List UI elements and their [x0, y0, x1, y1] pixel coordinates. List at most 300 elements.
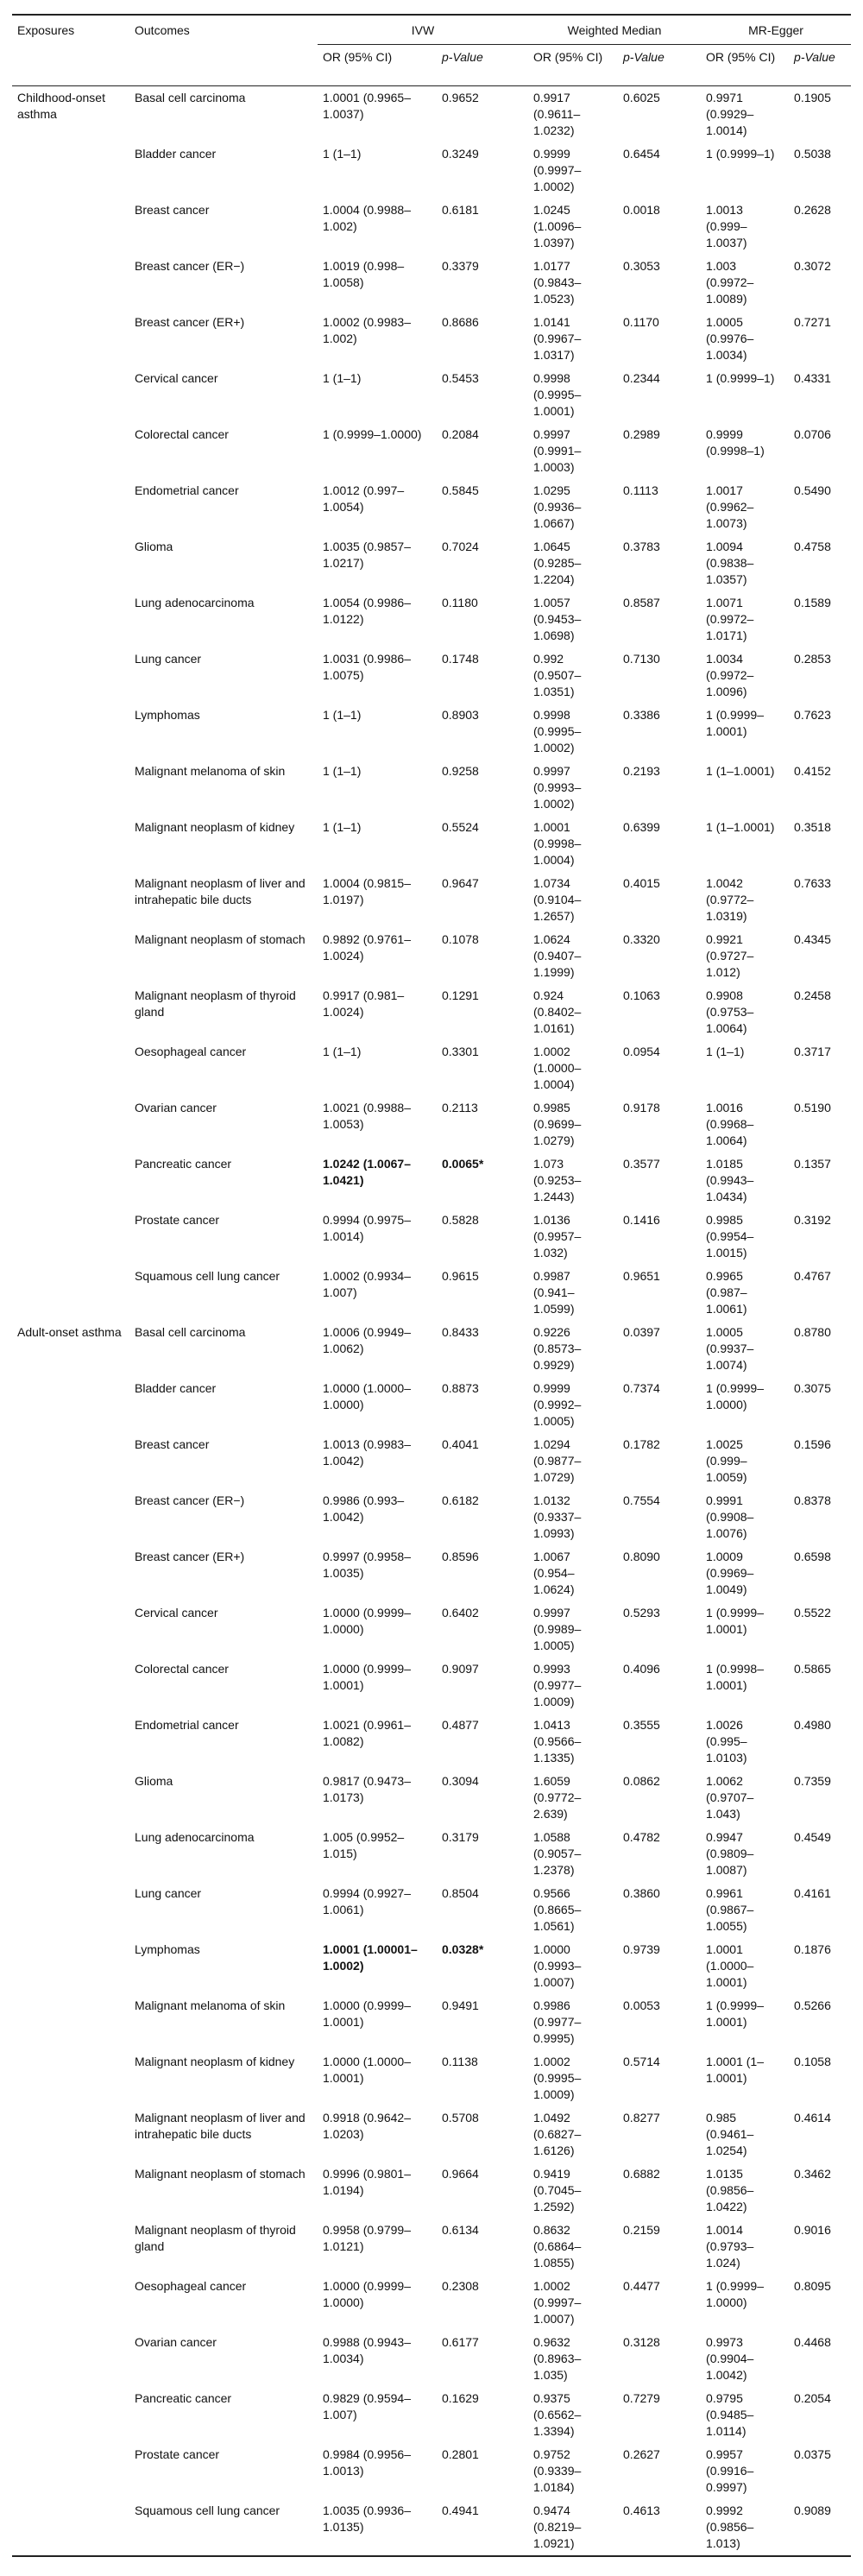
cell-ivw-or: 1.0000 (0.9999–1.0001): [323, 1998, 411, 2029]
cell-wm-or: 1.0588 (0.9057–1.2378): [533, 1830, 582, 1877]
cell-ivw-or: 1 (1–1): [323, 764, 362, 778]
cell-egger-p: 0.1058: [794, 2055, 831, 2068]
cell-wm-p: 0.0018: [623, 203, 660, 217]
cell-egger-p: 0.0706: [794, 427, 831, 441]
cell-egger-p: 0.1905: [794, 91, 831, 104]
table-row: [12, 423, 851, 479]
cell-wm-or: 0.9987 (0.941–1.0599): [533, 1269, 575, 1316]
cell-egger-p: 0.4345: [794, 932, 831, 946]
col-header-outcomes: Outcomes: [135, 23, 190, 37]
cell-wm-p: 0.7130: [623, 652, 660, 666]
table-row: [12, 647, 851, 704]
cell-ivw-or: 1.0013 (0.9983–1.0042): [323, 1437, 411, 1468]
outcome-cell: Malignant melanoma of skin: [135, 764, 286, 778]
table-row: [12, 2387, 851, 2443]
table-row: [12, 535, 851, 591]
cell-ivw-or: 1.0004 (0.9815–1.0197): [323, 876, 411, 906]
table-row: [12, 1489, 851, 1545]
cell-ivw-or: 0.9984 (0.9956–1.0013): [323, 2447, 411, 2478]
cell-egger-p: 0.2458: [794, 988, 831, 1002]
table-row: [12, 2106, 851, 2162]
cell-ivw-or: 1.0002 (0.9934–1.007): [323, 1269, 411, 1299]
cell-egger-p: 0.3192: [794, 1213, 831, 1227]
outcome-cell: Malignant neoplasm of stomach: [135, 2167, 306, 2181]
cell-egger-or: 0.9991 (0.9908–1.0076): [706, 1493, 754, 1540]
cell-wm-p: 0.8090: [623, 1550, 660, 1563]
cell-egger-or: 1.0005 (0.9976–1.0034): [706, 315, 754, 362]
cell-ivw-p: 0.5845: [442, 483, 479, 497]
cell-egger-p: 0.2628: [794, 203, 831, 217]
cell-wm-p: 0.3320: [623, 932, 660, 946]
cell-wm-or: 1.0413 (0.9566–1.1335): [533, 1718, 582, 1765]
table-row: [12, 1321, 851, 1377]
table-row: [12, 1826, 851, 1882]
col-header-exposures: Exposures: [17, 23, 75, 37]
cell-wm-p: 0.2989: [623, 427, 660, 441]
cell-egger-or: 1 (1–1.0001): [706, 764, 775, 778]
cell-egger-or: 1.0009 (0.9969–1.0049): [706, 1550, 754, 1596]
table-row: [12, 2443, 851, 2499]
cell-egger-p: 0.4614: [794, 2111, 831, 2125]
cell-egger-or: 1.0042 (0.9772–1.0319): [706, 876, 754, 923]
cell-ivw-p: 0.5453: [442, 371, 479, 385]
cell-egger-p: 0.1357: [794, 1157, 831, 1171]
cell-egger-p: 0.5266: [794, 1998, 831, 2012]
cell-wm-or: 1.0000 (0.9993–1.0007): [533, 1942, 582, 1989]
cell-egger-or: 1 (0.9999–1.0001): [706, 1998, 764, 2029]
cell-egger-or: 1.0034 (0.9972–1.0096): [706, 652, 754, 698]
table-row: [12, 1882, 851, 1938]
outcome-cell: Breast cancer (ER−): [135, 259, 245, 273]
cell-egger-p: 0.6598: [794, 1550, 831, 1563]
cell-ivw-p: 0.2113: [442, 1101, 478, 1114]
cell-ivw-or: 1.0012 (0.997–1.0054): [323, 483, 405, 514]
table-row: [12, 1994, 851, 2050]
cell-wm-or: 1.0294 (0.9877–1.0729): [533, 1437, 582, 1484]
cell-egger-p: 0.4549: [794, 1830, 831, 1844]
cell-egger-or: 1 (1–1): [706, 1045, 745, 1058]
cell-egger-or: 1.0001 (1.0000–1.0001): [706, 1942, 754, 1989]
cell-ivw-or: 1.005 (0.9952–1.015): [323, 1830, 405, 1860]
outcome-cell: Malignant neoplasm of thyroid gland: [135, 2223, 296, 2253]
exposure-cell: Childhood-onset asthma: [17, 91, 105, 121]
cell-egger-or: 1 (0.9999–1.0001): [706, 1606, 764, 1636]
cell-egger-p: 0.9016: [794, 2223, 831, 2237]
outcome-cell: Lymphomas: [135, 1942, 200, 1956]
cell-egger-or: 1.0135 (0.9856–1.0422): [706, 2167, 754, 2213]
outcome-cell: Cervical cancer: [135, 1606, 218, 1619]
cell-wm-or: 0.9993 (0.9977–1.0009): [533, 1662, 582, 1708]
cell-wm-p: 0.8587: [623, 596, 660, 609]
cell-wm-p: 0.4096: [623, 1662, 660, 1676]
cell-ivw-p: 0.1291: [442, 988, 479, 1002]
cell-ivw-or: 1.0021 (0.9988–1.0053): [323, 1101, 411, 1131]
cell-ivw-or: 0.9918 (0.9642–1.0203): [323, 2111, 411, 2141]
cell-wm-or: 1.0057 (0.9453–1.0698): [533, 596, 582, 642]
outcome-cell: Breast cancer: [135, 1437, 210, 1451]
cell-ivw-or: 1.0000 (0.9999–1.0001): [323, 1662, 411, 1692]
cell-wm-or: 0.9474 (0.8219–1.0921): [533, 2503, 582, 2550]
cell-wm-p: 0.3128: [623, 2335, 660, 2349]
outcome-cell: Pancreatic cancer: [135, 1157, 232, 1171]
cell-ivw-p: 0.3301: [442, 1045, 479, 1058]
cell-egger-or: 1.0094 (0.9838–1.0357): [706, 540, 754, 586]
cell-wm-p: 0.5293: [623, 1606, 660, 1619]
cell-egger-p: 0.9089: [794, 2503, 831, 2517]
cell-wm-p: 0.3783: [623, 540, 660, 553]
cell-ivw-p: 0.5524: [442, 820, 479, 834]
table-row: [12, 2499, 851, 2556]
cell-wm-p: 0.2627: [623, 2447, 660, 2461]
cell-egger-or: 1 (0.9999–1): [706, 147, 775, 161]
cell-ivw-or: 1.0001 (1.00001–1.0002): [323, 1942, 418, 1973]
cell-egger-or: 0.9795 (0.9485–1.0114): [706, 2391, 754, 2438]
cell-ivw-p: 0.3094: [442, 1774, 479, 1788]
cell-egger-or: 0.9908 (0.9753–1.0064): [706, 988, 754, 1035]
cell-ivw-p: 0.9615: [442, 1269, 479, 1283]
cell-ivw-p: 0.3179: [442, 1830, 479, 1844]
table-row: [12, 2219, 851, 2275]
cell-wm-or: 0.9226 (0.8573–0.9929): [533, 1325, 582, 1372]
cell-egger-p: 0.5490: [794, 483, 831, 497]
cell-ivw-or: 0.9996 (0.9801–1.0194): [323, 2167, 411, 2197]
cell-ivw-or: 1 (1–1): [323, 371, 362, 385]
table-row: [12, 2162, 851, 2219]
cell-egger-or: 1.0185 (0.9943–1.0434): [706, 1157, 754, 1203]
cell-egger-or: 1.0062 (0.9707–1.043): [706, 1774, 754, 1821]
outcome-cell: Malignant neoplasm of thyroid gland: [135, 988, 296, 1019]
col-group-ivw: IVW: [318, 15, 528, 45]
outcome-cell: Lymphomas: [135, 708, 200, 722]
cell-ivw-p: 0.3249: [442, 147, 479, 161]
cell-ivw-p: 0.8596: [442, 1550, 479, 1563]
cell-wm-or: 0.924 (0.8402–1.0161): [533, 988, 582, 1035]
cell-egger-or: 1.0026 (0.995–1.0103): [706, 1718, 747, 1765]
cell-wm-or: 0.9999 (0.9997–1.0002): [533, 147, 582, 193]
cell-wm-p: 0.2344: [623, 371, 660, 385]
cell-ivw-p: 0.9664: [442, 2167, 479, 2181]
col-group-mr-egger: MR-Egger: [701, 15, 851, 45]
cell-wm-or: 1.0002 (1.0000–1.0004): [533, 1045, 582, 1091]
cell-wm-p: 0.7279: [623, 2391, 660, 2405]
cell-ivw-or: 0.9994 (0.9975–1.0014): [323, 1213, 411, 1243]
cell-wm-or: 0.992 (0.9507–1.0351): [533, 652, 582, 698]
cell-egger-or: 0.9985 (0.9954–1.0015): [706, 1213, 754, 1260]
cell-ivw-p: 0.6182: [442, 1493, 479, 1507]
cell-ivw-p: 0.5828: [442, 1213, 479, 1227]
table-row: [12, 1265, 851, 1321]
cell-egger-or: 0.9965 (0.987–1.0061): [706, 1269, 747, 1316]
cell-wm-p: 0.0862: [623, 1774, 660, 1788]
cell-ivw-or: 1.0000 (0.9999–1.0000): [323, 2279, 411, 2309]
cell-wm-or: 1.0245 (1.0096–1.0397): [533, 203, 582, 249]
cell-egger-p: 0.5522: [794, 1606, 831, 1619]
cell-egger-or: 1 (0.9999–1.0000): [706, 2279, 764, 2309]
cell-egger-p: 0.4468: [794, 2335, 831, 2349]
outcome-cell: Cervical cancer: [135, 371, 218, 385]
cell-egger-p: 0.3518: [794, 820, 831, 834]
cell-ivw-p: 0.9652: [442, 91, 479, 104]
cell-egger-p: 0.5038: [794, 147, 831, 161]
cell-ivw-p: 0.2308: [442, 2279, 479, 2293]
table-row: [12, 1433, 851, 1489]
cell-egger-p: 0.8378: [794, 1493, 831, 1507]
cell-egger-p: 0.5190: [794, 1101, 831, 1114]
cell-ivw-p: 0.9097: [442, 1662, 479, 1676]
cell-egger-or: 0.9947 (0.9809–1.0087): [706, 1830, 754, 1877]
cell-ivw-or: 1.0242 (1.0067–1.0421): [323, 1157, 411, 1187]
table-row: [12, 928, 851, 984]
outcome-cell: Squamous cell lung cancer: [135, 1269, 280, 1283]
cell-wm-or: 1.0067 (0.954–1.0624): [533, 1550, 575, 1596]
cell-egger-or: 0.9961 (0.9867–1.0055): [706, 1886, 754, 1933]
cell-egger-p: 0.1876: [794, 1942, 831, 1956]
cell-ivw-p: 0.6134: [442, 2223, 479, 2237]
cell-wm-or: 1.0295 (0.9936–1.0667): [533, 483, 582, 530]
cell-egger-or: 1.0016 (0.9968–1.0064): [706, 1101, 754, 1147]
cell-wm-p: 0.0397: [623, 1325, 660, 1339]
outcome-cell: Malignant neoplasm of liver and intrahepatic bile ducts: [135, 2111, 306, 2141]
outcome-cell: Malignant neoplasm of kidney: [135, 2055, 295, 2068]
cell-ivw-or: 1 (1–1): [323, 820, 362, 834]
mr-results-table: [12, 14, 851, 2557]
cell-egger-or: 1 (0.9999–1.0000): [706, 1381, 764, 1411]
cell-egger-p: 0.7633: [794, 876, 831, 890]
cell-egger-or: 0.9999 (0.9998–1): [706, 427, 765, 458]
cell-egger-or: 0.9921 (0.9727–1.012): [706, 932, 754, 979]
cell-wm-or: 1.6059 (0.9772–2.639): [533, 1774, 582, 1821]
outcome-cell: Squamous cell lung cancer: [135, 2503, 280, 2517]
cell-wm-p: 0.4015: [623, 876, 660, 890]
cell-egger-p: 0.8095: [794, 2279, 831, 2293]
cell-wm-or: 1.073 (0.9253–1.2443): [533, 1157, 582, 1203]
table-row: [12, 704, 851, 760]
cell-ivw-p: 0.1138: [442, 2055, 478, 2068]
cell-egger-or: 0.9992 (0.9856–1.013): [706, 2503, 754, 2550]
cell-wm-p: 0.3386: [623, 708, 660, 722]
cell-egger-or: 0.985 (0.9461–1.0254): [706, 2111, 754, 2157]
cell-egger-or: 1.0005 (0.9937–1.0074): [706, 1325, 754, 1372]
col-header-wm-or: OR (95% CI): [533, 50, 603, 64]
cell-egger-or: 1 (0.9999–1.0001): [706, 708, 764, 738]
outcome-cell: Breast cancer (ER+): [135, 1550, 245, 1563]
table-row: [12, 367, 851, 423]
cell-ivw-or: 0.9917 (0.981–1.0024): [323, 988, 405, 1019]
cell-egger-or: 1 (1–1.0001): [706, 820, 775, 834]
cell-wm-p: 0.8277: [623, 2111, 660, 2125]
cell-egger-p: 0.3075: [794, 1381, 831, 1395]
outcome-cell: Pancreatic cancer: [135, 2391, 232, 2405]
cell-ivw-p: 0.0328*: [442, 1942, 484, 1956]
cell-ivw-or: 1.0000 (1.0000–1.0000): [323, 1381, 411, 1411]
cell-ivw-or: 1.0054 (0.9986–1.0122): [323, 596, 411, 626]
cell-wm-or: 1.0002 (0.9997–1.0007): [533, 2279, 582, 2326]
cell-ivw-p: 0.7024: [442, 540, 479, 553]
cell-ivw-or: 1.0019 (0.998–1.0058): [323, 259, 405, 289]
cell-egger-p: 0.2054: [794, 2391, 831, 2405]
cell-egger-or: 1.0014 (0.9793–1.024): [706, 2223, 754, 2270]
cell-ivw-or: 1 (1–1): [323, 147, 362, 161]
outcome-cell: Bladder cancer: [135, 147, 217, 161]
outcome-cell: Endometrial cancer: [135, 483, 239, 497]
cell-ivw-p: 0.8873: [442, 1381, 479, 1395]
cell-wm-p: 0.1782: [623, 1437, 660, 1451]
cell-ivw-or: 1.0004 (0.9988–1.002): [323, 203, 411, 233]
cell-ivw-p: 0.2801: [442, 2447, 479, 2461]
cell-egger-p: 0.7271: [794, 315, 831, 329]
cell-ivw-p: 0.1180: [442, 596, 478, 609]
cell-egger-p: 0.3072: [794, 259, 831, 273]
cell-wm-p: 0.2193: [623, 764, 660, 778]
cell-wm-p: 0.3555: [623, 1718, 660, 1732]
col-header-egger-or: OR (95% CI): [706, 50, 776, 64]
cell-egger-p: 0.7359: [794, 1774, 831, 1788]
cell-ivw-p: 0.5708: [442, 2111, 479, 2125]
cell-egger-p: 0.1596: [794, 1437, 831, 1451]
cell-wm-or: 1.0132 (0.9337–1.0993): [533, 1493, 582, 1540]
outcome-cell: Ovarian cancer: [135, 1101, 217, 1114]
cell-ivw-p: 0.1078: [442, 932, 479, 946]
table-row: [12, 1714, 851, 1770]
cell-wm-or: 0.9999 (0.9992–1.0005): [533, 1381, 582, 1428]
cell-ivw-p: 0.6402: [442, 1606, 479, 1619]
cell-ivw-or: 0.9892 (0.9761–1.0024): [323, 932, 411, 963]
outcome-cell: Colorectal cancer: [135, 1662, 229, 1676]
cell-ivw-p: 0.1629: [442, 2391, 479, 2405]
cell-ivw-p: 0.4941: [442, 2503, 479, 2517]
outcome-cell: Glioma: [135, 1774, 173, 1788]
cell-ivw-or: 1.0000 (1.0000–1.0001): [323, 2055, 411, 2085]
cell-ivw-or: 0.9829 (0.9594–1.007): [323, 2391, 411, 2421]
table-row: [12, 1657, 851, 1714]
col-header-ivw-p: p-Value: [442, 50, 483, 64]
table-row: [12, 872, 851, 928]
cell-ivw-or: 0.9817 (0.9473–1.0173): [323, 1774, 411, 1804]
cell-egger-p: 0.3462: [794, 2167, 831, 2181]
table-row: [12, 1096, 851, 1152]
cell-wm-or: 0.9998 (0.9995–1.0001): [533, 371, 582, 418]
cell-ivw-p: 0.8433: [442, 1325, 479, 1339]
cell-wm-p: 0.9651: [623, 1269, 660, 1283]
cell-wm-p: 0.0954: [623, 1045, 660, 1058]
outcome-cell: Oesophageal cancer: [135, 2279, 247, 2293]
col-group-weighted-median: Weighted Median: [528, 15, 701, 45]
cell-wm-p: 0.4477: [623, 2279, 660, 2293]
table-row: [12, 479, 851, 535]
cell-ivw-or: 1.0035 (0.9857–1.0217): [323, 540, 411, 570]
table-row: [12, 142, 851, 199]
outcome-cell: Glioma: [135, 540, 173, 553]
cell-wm-p: 0.1063: [623, 988, 660, 1002]
outcome-cell: Breast cancer (ER−): [135, 1493, 245, 1507]
outcome-cell: Colorectal cancer: [135, 427, 229, 441]
header-row-groups: [12, 15, 851, 45]
cell-wm-or: 0.8632 (0.6864–1.0855): [533, 2223, 582, 2270]
cell-egger-or: 1.0013 (0.999–1.0037): [706, 203, 747, 249]
cell-wm-or: 0.9419 (0.7045–1.2592): [533, 2167, 582, 2213]
cell-egger-p: 0.4767: [794, 1269, 831, 1283]
cell-wm-p: 0.3860: [623, 1886, 660, 1900]
cell-wm-p: 0.3577: [623, 1157, 660, 1171]
cell-wm-or: 0.9986 (0.9977–0.9995): [533, 1998, 582, 2045]
cell-wm-p: 0.6454: [623, 147, 660, 161]
outcome-cell: Basal cell carcinoma: [135, 91, 246, 104]
cell-wm-p: 0.1416: [623, 1213, 660, 1227]
table-row: [12, 591, 851, 647]
outcome-cell: Basal cell carcinoma: [135, 1325, 246, 1339]
cell-wm-or: 0.9985 (0.9699–1.0279): [533, 1101, 582, 1147]
cell-ivw-p: 0.8686: [442, 315, 479, 329]
cell-wm-p: 0.2159: [623, 2223, 660, 2237]
table-row: [12, 311, 851, 367]
cell-ivw-p: 0.3379: [442, 259, 479, 273]
cell-egger-p: 0.4161: [794, 1886, 831, 1900]
cell-wm-p: 0.1113: [623, 483, 658, 497]
table-row: [12, 2050, 851, 2106]
cell-wm-or: 1.0645 (0.9285–1.2204): [533, 540, 582, 586]
outcome-cell: Endometrial cancer: [135, 1718, 239, 1732]
cell-ivw-or: 0.9988 (0.9943–1.0034): [323, 2335, 411, 2365]
cell-ivw-p: 0.6177: [442, 2335, 479, 2349]
cell-wm-p: 0.7554: [623, 1493, 660, 1507]
cell-wm-or: 0.9752 (0.9339–1.0184): [533, 2447, 582, 2494]
cell-egger-p: 0.8780: [794, 1325, 831, 1339]
cell-ivw-p: 0.8504: [442, 1886, 479, 1900]
cell-egger-p: 0.3717: [794, 1045, 831, 1058]
cell-egger-or: 1 (0.9998–1.0001): [706, 1662, 764, 1692]
cell-ivw-p: 0.2084: [442, 427, 479, 441]
table-body: [12, 86, 851, 2557]
cell-wm-or: 0.9375 (0.6562–1.3394): [533, 2391, 582, 2438]
cell-egger-or: 0.9971 (0.9929–1.0014): [706, 91, 754, 137]
cell-ivw-p: 0.6181: [442, 203, 479, 217]
cell-egger-p: 0.4980: [794, 1718, 831, 1732]
cell-wm-or: 1.0734 (0.9104–1.2657): [533, 876, 582, 923]
outcome-cell: Ovarian cancer: [135, 2335, 217, 2349]
cell-ivw-p: 0.1748: [442, 652, 479, 666]
table-row: [12, 199, 851, 255]
cell-wm-or: 1.0001 (0.9998–1.0004): [533, 820, 582, 867]
table-row: [12, 86, 851, 143]
col-header-ivw-or: OR (95% CI): [323, 50, 393, 64]
cell-ivw-or: 1 (1–1): [323, 1045, 362, 1058]
cell-wm-p: 0.6025: [623, 91, 660, 104]
cell-ivw-or: 1.0035 (0.9936–1.0135): [323, 2503, 411, 2534]
cell-wm-or: 0.9917 (0.9611–1.0232): [533, 91, 581, 137]
cell-wm-p: 0.1170: [623, 315, 659, 329]
outcome-cell: Lung adenocarcinoma: [135, 1830, 255, 1844]
outcome-cell: Malignant neoplasm of stomach: [135, 932, 306, 946]
cell-ivw-p: 0.8903: [442, 708, 479, 722]
cell-ivw-or: 1.0006 (0.9949–1.0062): [323, 1325, 411, 1355]
table-row: [12, 2275, 851, 2331]
cell-wm-or: 1.0624 (0.9407–1.1999): [533, 932, 582, 979]
cell-egger-or: 1.0025 (0.999–1.0059): [706, 1437, 747, 1484]
outcome-cell: Prostate cancer: [135, 2447, 220, 2461]
cell-egger-or: 0.9973 (0.9904–1.0042): [706, 2335, 754, 2382]
cell-egger-or: 1.0017 (0.9962–1.0073): [706, 483, 754, 530]
cell-wm-or: 1.0492 (0.6827–1.6126): [533, 2111, 582, 2157]
cell-wm-p: 0.0053: [623, 1998, 660, 2012]
outcome-cell: Lung adenocarcinoma: [135, 596, 255, 609]
cell-ivw-or: 1.0000 (0.9999–1.0000): [323, 1606, 411, 1636]
table-row: [12, 1377, 851, 1433]
cell-wm-or: 0.9997 (0.9989–1.0005): [533, 1606, 582, 1652]
cell-wm-or: 1.0141 (0.9967–1.0317): [533, 315, 582, 362]
cell-egger-or: 1.0071 (0.9972–1.0171): [706, 596, 754, 642]
cell-wm-or: 1.0136 (0.9957–1.032): [533, 1213, 582, 1260]
outcome-cell: Bladder cancer: [135, 1381, 217, 1395]
